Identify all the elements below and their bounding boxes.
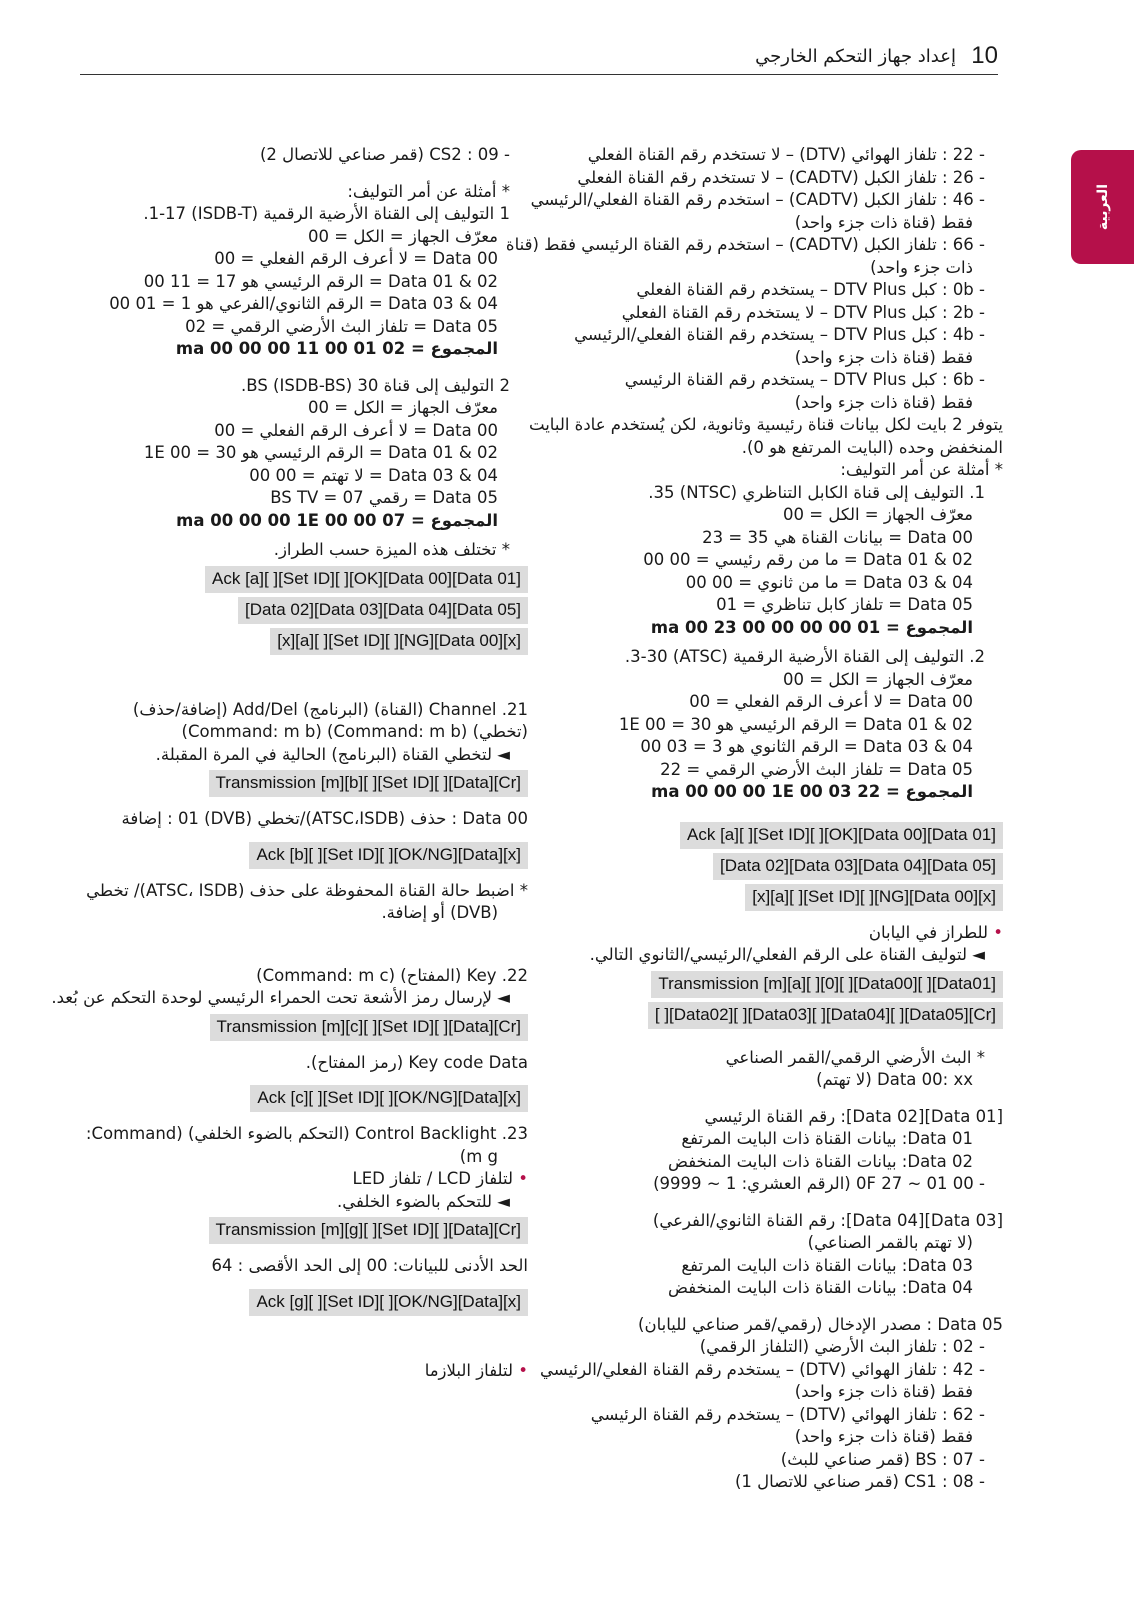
bullet-icon: • bbox=[988, 922, 1003, 942]
text-line: - 6b : كبل DTV Plus – يستخدم رقم القناة الرئيسي bbox=[624, 370, 985, 389]
spacer bbox=[80, 925, 528, 965]
command-text: Ack [b][ ][Set ID][ ][OK/NG][Data][x] bbox=[249, 842, 528, 869]
text-line: * أمثلة عن أمر التوليف: bbox=[347, 181, 510, 201]
total-line: المجموع = ma 00 00 00 11 00 01 02 bbox=[175, 339, 498, 358]
command-box bbox=[80, 597, 528, 624]
spacer bbox=[80, 532, 528, 539]
text-line: Data 05 = تلفاز البث الأرضي الرقمي = 22 bbox=[660, 759, 973, 779]
spacer bbox=[80, 831, 528, 838]
command-box bbox=[80, 1014, 528, 1041]
spacer bbox=[80, 361, 528, 375]
command-box bbox=[80, 1217, 528, 1244]
bullet-text: للطراز في اليابان bbox=[868, 922, 989, 942]
command-text: Ack [a][ ][Set ID][ ][OK][Data 00][Data 01] bbox=[205, 566, 528, 593]
command-text: Ack [a][ ][Set ID][ ][OK][Data 00][Data 01] bbox=[680, 822, 1003, 849]
command-text: Transmission [m][g][ ][Set ID][ ][Data][Cr] bbox=[209, 1217, 528, 1244]
text-line: Data 00 = بيانات القناة هي 35 = 23 bbox=[702, 527, 973, 547]
command-box bbox=[80, 566, 528, 593]
text-line: - 09 : CS2 (قمر صناعي للاتصال 2) bbox=[259, 145, 510, 164]
text-line: (تخطي) (Command: m b) (Command: m b) bbox=[181, 722, 528, 741]
text-line: فقط (قناة ذات جزء واحد) bbox=[794, 1382, 973, 1401]
text-line: Data 02: بيانات القناة ذات البايت المنخفض bbox=[667, 1151, 973, 1171]
text-line: (DVB) أو إضافة. bbox=[381, 903, 498, 922]
bullet-item bbox=[585, 922, 1003, 945]
spacer bbox=[80, 1045, 528, 1052]
text-line: [Data 03][Data 04]: رقم القناة الثانوي/الفرعي) bbox=[652, 1210, 1003, 1230]
bullet-icon: • bbox=[513, 1169, 528, 1188]
text-line: Data 00: xx (لا تهتم) bbox=[816, 1070, 973, 1089]
command-text: Transmission [m][c][ ][Set ID][ ][Data][Cr] bbox=[210, 1014, 529, 1041]
text-line: - 2b : كبل DTV Plus – لا يستخدم رقم القناة الفعلي bbox=[621, 302, 985, 322]
text-line: Data 05 : مصدر الإدخال (رقمي/قمر صناعي لليابان) bbox=[638, 1314, 1003, 1334]
text-line: - 08 : CS1 (قمر صناعي للاتصال 1) bbox=[734, 1472, 985, 1491]
command-box bbox=[80, 1085, 528, 1112]
spacer bbox=[585, 804, 1003, 818]
text-line: Data 04: بيانات القناة ذات البايت المنخفض bbox=[667, 1278, 973, 1297]
text-line: ◄ لتوليف القناة على الرقم الفعلي/الرئيسي/الثانوي التالي. bbox=[589, 945, 985, 964]
command-text: Ack [g][ ][Set ID][ ][OK/NG][Data][x] bbox=[249, 1289, 528, 1316]
text-line: معرّف الجهاز = الكل = 00 bbox=[783, 669, 973, 689]
command-box bbox=[585, 971, 1003, 998]
command-text: [ ][Data02][ ][Data03][ ][Data04][ ][Data05][Cr] bbox=[648, 1002, 1003, 1029]
right-column bbox=[505, 144, 1003, 1494]
text-line: Data 01: بيانات القناة ذات البايت المرتفع bbox=[681, 1129, 973, 1148]
text-line: 2 التوليف إلى قناة BS (ISDB-BS) 30. bbox=[241, 375, 510, 395]
total-line: المجموع = ma 00 00 00 1E 00 00 07 bbox=[176, 510, 498, 530]
spacer bbox=[585, 1092, 1003, 1106]
command-text: [x][a][ ][Set ID][ ][NG][Data 00][x] bbox=[745, 884, 1003, 911]
text-line: - 66 : تلفاز الكبل (CADTV) – استخدم رقم القناة الرئيسي فقط (قناة bbox=[505, 235, 985, 254]
text-line: 1 التوليف إلى القناة الأرضية الرقمية (ISDB-T) 1-17. bbox=[143, 204, 510, 223]
text-line: 21. Channel (القناة) (البرنامج) Add/Del (إضافة/حذف) bbox=[132, 699, 528, 719]
text-line: - 26 : تلفاز الكبل (CADTV) – لا تستخدم رقم القناة الفعلي bbox=[577, 167, 985, 187]
text-line: * اضبط حالة القناة المحفوظة على حذف (ATSC، ISDB)/ تخطي bbox=[86, 880, 528, 900]
command-text: Ack [c][ ][Set ID][ ][OK/NG][Data][x] bbox=[250, 1085, 528, 1112]
language-tab-label: العربية bbox=[1094, 183, 1111, 231]
command-box bbox=[585, 853, 1003, 880]
spacer bbox=[80, 1116, 528, 1123]
text-line: ◄ لتخطي القناة (البرنامج) الحالية في المرة المقبلة. bbox=[155, 744, 510, 764]
text-line: المنخفض وحده (البايت المرتفع هو 0). bbox=[741, 437, 1003, 457]
text-line: Data 05 = تلفاز كابل تناظري = 01 bbox=[716, 595, 973, 614]
spacer bbox=[80, 1320, 528, 1360]
text-line: - 22 : تلفاز الهوائي (DTV) – لا تستخدم رقم القناة الفعلي bbox=[587, 145, 985, 164]
text-line: Data 01 & 02 = الرقم الرئيسي هو 30 = 1E 00 bbox=[618, 714, 973, 734]
text-line: 2. التوليف إلى القناة الأرضية الرقمية (ATSC) 3-30. bbox=[624, 647, 985, 666]
spacer bbox=[80, 1074, 528, 1081]
text-line: معرّف الجهاز = الكل = 00 bbox=[308, 226, 498, 246]
text-line: معرّف الجهاز = الكل = 00 bbox=[783, 505, 973, 524]
text-line: - 02 : تلفاز البث الأرضي (التلفاز الرقمي) bbox=[699, 1337, 985, 1356]
spacer bbox=[80, 659, 528, 699]
bullet-text: لتلفاز LCD / تلفاز LED bbox=[352, 1169, 514, 1188]
text-line: 22. Key (المفتاح) (Command: m c) bbox=[256, 965, 528, 985]
text-line: * أمثلة عن أمر التوليف: bbox=[840, 460, 1003, 479]
text-line: Data 05 = تلفاز البث الأرضي الرقمي = 02 bbox=[185, 316, 498, 336]
text-line: - 42 : تلفاز الهوائي (DTV) – يستخدم رقم القناة الفعلي/الرئيسي bbox=[540, 1359, 985, 1379]
bullet-icon: • bbox=[513, 1360, 528, 1380]
bullet-item bbox=[80, 1168, 528, 1191]
left-column bbox=[51, 144, 528, 1382]
text-line: فقط (قناة ذات جزء واحد) bbox=[794, 212, 973, 232]
spacer bbox=[585, 639, 1003, 646]
bullet-text: لتلفاز البلازما bbox=[424, 1360, 514, 1380]
command-box bbox=[585, 822, 1003, 849]
command-box bbox=[80, 1289, 528, 1316]
command-text: [Data 02][Data 03][Data 04][Data 05] bbox=[713, 853, 1003, 880]
text-line: Data 01 & 02 = الرقم الرئيسي هو 30 = 1E 00 bbox=[143, 443, 498, 462]
spacer bbox=[80, 1248, 528, 1255]
text-line: فقط (قناة ذات جزء واحد) bbox=[794, 1427, 973, 1446]
text-line: 23. Control Backlight (التحكم بالضوء الخلفي) (Command: bbox=[85, 1124, 528, 1143]
command-text: [x][a][ ][Set ID][ ][NG][Data 00][x] bbox=[270, 628, 528, 655]
spacer bbox=[585, 915, 1003, 922]
text-line: ◄ لإرسال رمز الأشعة تحت الحمراء الرئيسي لوحدة التحكم عن بُعد. bbox=[51, 988, 510, 1007]
language-tab bbox=[1071, 150, 1134, 264]
text-line: الحد الأدنى للبيانات: 00 إلى الحد الأقصى : 64 bbox=[211, 1256, 528, 1275]
text-line: Data 00 = لا أعرف الرقم الفعلي = 00 bbox=[214, 249, 498, 268]
text-line: Data 00 = لا أعرف الرقم الفعلي = 00 bbox=[214, 420, 498, 440]
text-line: - 00 01 ~ 27 0F (الرقم العشري: 1 ~ 9999) bbox=[653, 1174, 985, 1193]
text-line: فقط (قناة ذات جزء واحد) bbox=[794, 347, 973, 367]
command-box bbox=[80, 770, 528, 797]
text-line: Data 00 = لا أعرف الرقم الفعلي = 00 bbox=[689, 692, 973, 711]
spacer bbox=[80, 167, 528, 181]
text-line: Data 00 : حذف (ATSC،ISDB)/تخطي (DVB) 01 : إضافة bbox=[121, 809, 528, 828]
spacer bbox=[585, 1196, 1003, 1210]
spacer bbox=[80, 801, 528, 808]
command-text: [Data 02][Data 03][Data 04][Data 05] bbox=[238, 597, 528, 624]
text-line: Data 03 & 04 = ما من ثانوي = 00 00 bbox=[685, 572, 973, 592]
spacer bbox=[80, 1278, 528, 1285]
text-line: - 4b : كبل DTV Plus – يستخدم رقم القناة الفعلي/الرئيسي bbox=[574, 325, 985, 344]
text-line: - 07 : BS (قمر صناعي للبث) bbox=[780, 1449, 985, 1469]
text-line: - 0b : كبل DTV Plus – يستخدم رقم القناة الفعلي bbox=[636, 280, 985, 299]
command-box bbox=[80, 628, 528, 655]
command-text: Transmission [m][b][ ][Set ID][ ][Data][Cr] bbox=[209, 770, 528, 797]
page-title: إعداد جهاز التحكم الخارجي bbox=[755, 46, 956, 67]
text-line: 1. التوليف إلى قناة الكابل التناظري (NTSC) 35. bbox=[648, 482, 985, 502]
text-line: Data 01 & 02 = الرقم الرئيسي هو 17 = 11 00 bbox=[143, 271, 498, 291]
spacer bbox=[585, 1300, 1003, 1314]
text-line: ذات جزء واحد) bbox=[870, 257, 973, 277]
text-line: معرّف الجهاز = الكل = 00 bbox=[308, 398, 498, 417]
text-line: * البث الأرضي الرقمي/القمر الصناعي bbox=[725, 1047, 985, 1067]
total-line: المجموع = ma 00 00 00 1E 00 03 22 bbox=[651, 782, 973, 801]
text-line: - 62 : تلفاز الهوائي (DTV) – يستخدم رقم القناة الرئيسي bbox=[590, 1404, 985, 1424]
text-line: m g) bbox=[459, 1146, 498, 1166]
text-line: Key code Data (رمز المفتاح). bbox=[305, 1052, 528, 1072]
spacer bbox=[585, 1033, 1003, 1047]
text-line: Data 03 & 04 = الرقم الثانوي هو 3 = 03 00 bbox=[640, 737, 973, 756]
text-line: Data 03 & 04 = الرقم الثانوي/الفرعي هو 1 = 01 00 bbox=[109, 294, 498, 313]
text-line: - 46 : تلفاز الكبل (CADTV) – استخدم رقم القناة الفعلي/الرئيسي bbox=[530, 190, 985, 209]
text-line: ◄ للتحكم بالضوء الخلفي. bbox=[337, 1191, 510, 1211]
text-line: فقط (قناة ذات جزء واحد) bbox=[794, 392, 973, 412]
text-line: Data 05 = رقمي BS TV = 07 bbox=[270, 488, 498, 507]
spacer bbox=[80, 873, 528, 880]
text-line: Data 03: بيانات القناة ذات البايت المرتفع bbox=[681, 1255, 973, 1275]
text-line: * تختلف هذه الميزة حسب الطراز. bbox=[273, 540, 510, 559]
command-box bbox=[80, 842, 528, 869]
command-text: Transmission [m][a][ ][0][ ][Data00][ ][Data01] bbox=[651, 971, 1003, 998]
page-number: 10 bbox=[971, 42, 998, 69]
bullet-item bbox=[80, 1360, 528, 1383]
total-line: المجموع = ma 00 23 00 00 00 00 01 bbox=[650, 617, 973, 637]
command-box bbox=[585, 884, 1003, 911]
page-header bbox=[80, 40, 998, 75]
text-line: Data 01 & 02 = ما من رقم رئيسي = 00 00 bbox=[643, 550, 973, 569]
text-line: (لا تهتم بالقمر الصناعي) bbox=[807, 1233, 973, 1252]
command-box bbox=[585, 1002, 1003, 1029]
text-line: Data 03 & 04 = لا تهتم = 00 00 bbox=[249, 465, 498, 485]
text-line: [Data 01][Data 02]: رقم القناة الرئيسي bbox=[704, 1106, 1003, 1126]
text-line: يتوفر 2 بايت لكل بيانات قناة رئيسية وثانوية، لكن يُستخدم عادة البايت bbox=[529, 415, 1003, 434]
